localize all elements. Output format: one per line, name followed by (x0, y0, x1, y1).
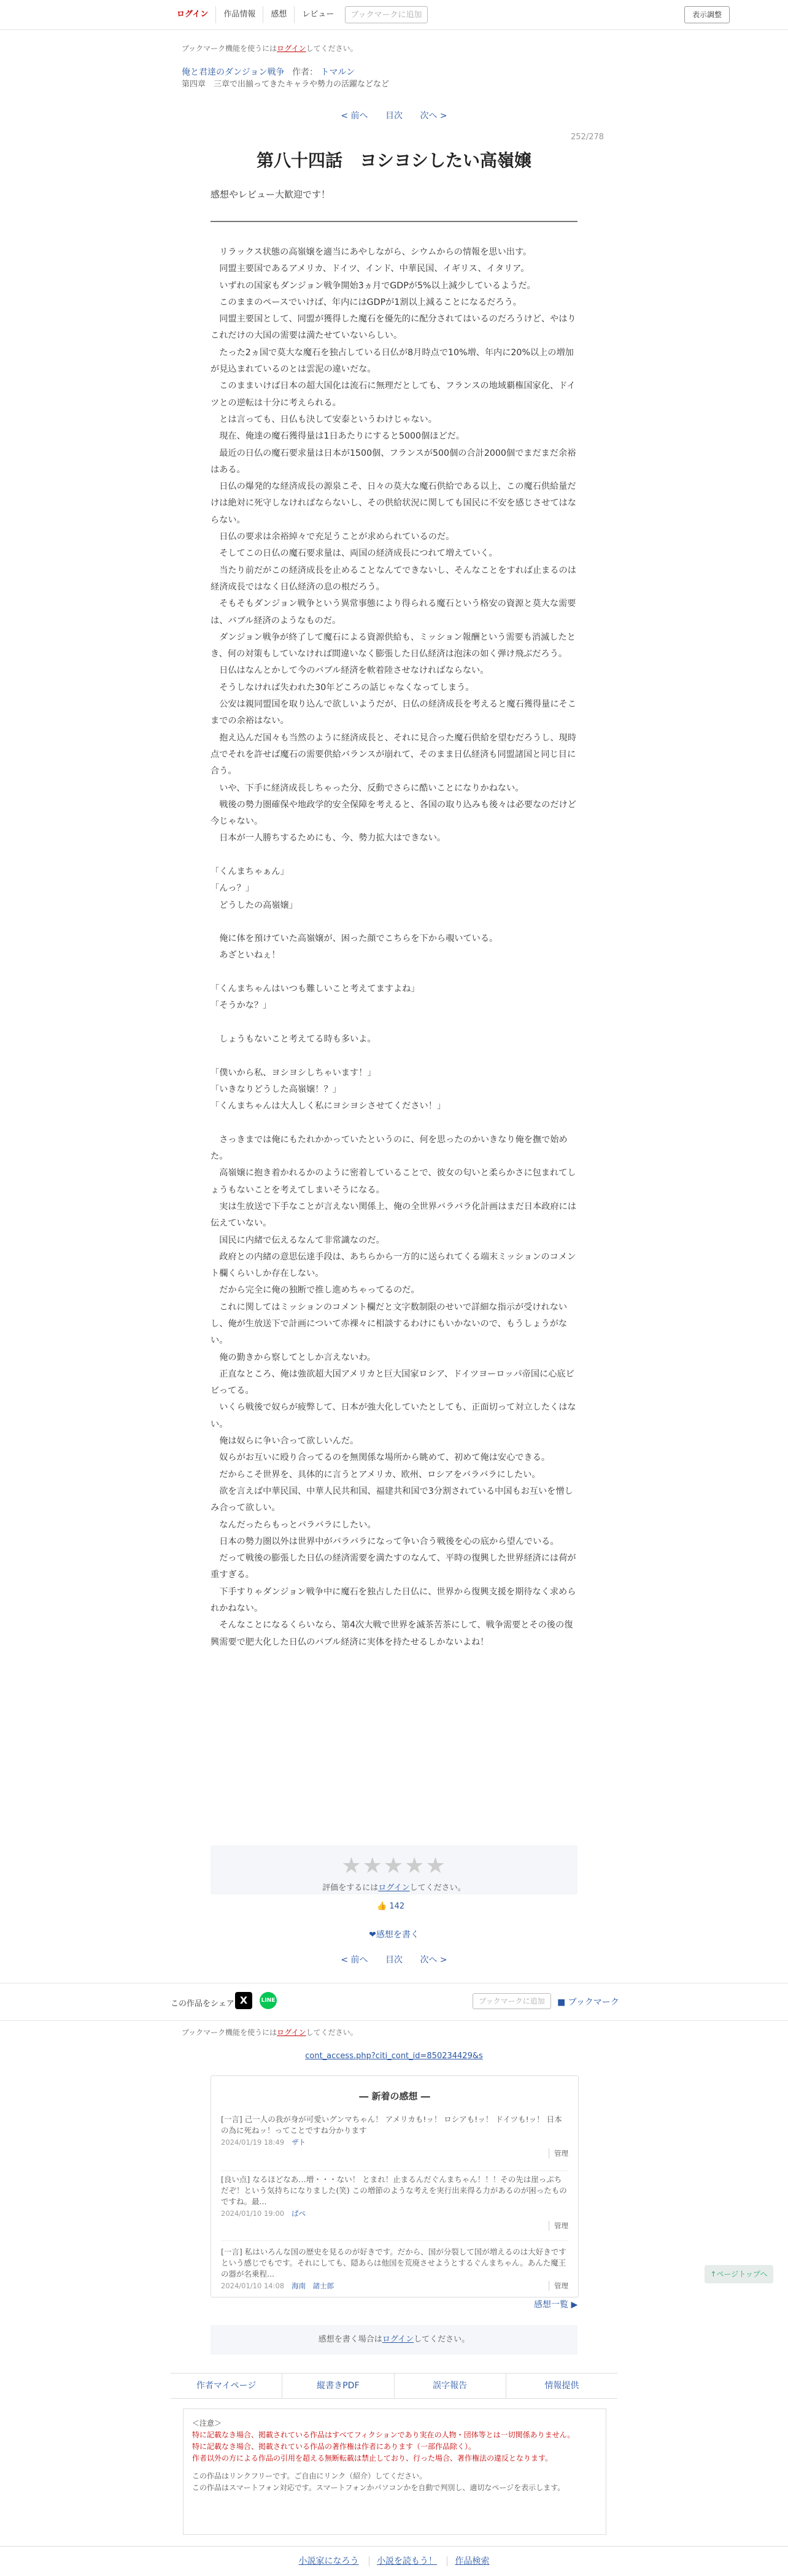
page-top-button[interactable]: ↑ページトップへ (705, 2265, 773, 2283)
write-box-post: してください。 (414, 2335, 470, 2344)
nav-work-info[interactable]: 作品情報 (215, 6, 263, 23)
nav-impressions[interactable]: 感想 (263, 6, 294, 23)
x-share-icon[interactable]: X (235, 1992, 252, 2009)
series-title-link[interactable]: 俺と君達のダンジョン戦争 (182, 67, 285, 77)
divider (211, 221, 577, 222)
line-share-icon[interactable]: LINE (260, 1992, 277, 2009)
notice-box (183, 2409, 606, 2535)
rating-stars[interactable]: ★★★★★ (341, 1853, 447, 1878)
footer-link-search[interactable]: 作品検索 (447, 2556, 496, 2566)
notice-head: ＜注意＞ (192, 2419, 222, 2428)
impression-meta (221, 2209, 568, 2218)
impression-item (221, 2174, 568, 2241)
impression-user-link[interactable]: 海南 諸士郎 (292, 2282, 334, 2290)
top-nav (169, 6, 428, 23)
impression-text: [良い点] なるほどなあ…増・・・ない！ とまれ！止まるんだぐんまちゃん！！！その先は崖っぷちだぞ！という気持ちになりました(笑) この増節のような考えを実行出来得る力があるのが困ったものですね。最... (221, 2175, 567, 2206)
impression-user-link[interactable]: ぱぺ (292, 2209, 306, 2218)
author-mypage-link[interactable]: 作者マイページ (196, 2381, 257, 2391)
write-impression-link[interactable]: ❤感想を書く (369, 1930, 419, 1940)
impression-date: 2024/01/19 18:49 (221, 2138, 285, 2147)
impression-text: [一言] 私はいろんな国の歴史を見るのが好きです。だから、国が分裂して国が増えるのは大好きですという感じでもです。それにしても、隠あらは他国を荒廃させようとするぐんまちゃん。あんた魔王の器が名乗程... (221, 2247, 566, 2278)
impressions-list-link[interactable]: 感想一覧 ▶ (534, 2300, 578, 2310)
bookmark-link[interactable]: ■ ブックマーク (557, 1997, 619, 2007)
impression-date: 2024/01/10 19:00 (221, 2209, 285, 2218)
bookmark-add-button[interactable]: ブックマークに追加 (345, 6, 427, 23)
like-button[interactable] (377, 1902, 404, 1911)
episode-body: リラックス状態の高嶺嬢を適当にあやしながら、シウムからの情報を思い出す。 同盟主要国であるアメリカ、ドイツ、インド、中華民国、イギリス、イタリア。 いずれの国家もダンジョン戦争開始3ヵ月でGDPが5%以上減少しているようだ。 このままのペースでいけば、年内にはGDPが1割以上減ることになるだろう。 同盟主要国として、同盟が獲得した魔石を優先的に配分されてはいるのだろうけど、やはりこれだけの大国の需要は満たせていないらしい。 たった2ヵ国で莫大な魔石を独占している日仏が8月時点で10%増、年内に20%以上の増加が見込まれているのとは雲泥の違いだな。 このままいけば日本の超大国化は流石に無理だとしても、フランスの地域覇権国家化、ドイツとの逆転は十分に考えられる。 とは言っても、日仏も決して安泰というわけじゃない。 現在、俺達の魔石獲得量は1日あたりにすると5000個ほどだ。 最近の日仏の魔石要求量は日本が1500個、フランスが500個の合計2000個でまだまだ余裕はある。 日仏の爆発的な経済成長の源泉こそ、日々の莫大な魔石供給である以上、この魔石供給量だけは絶対に死守しなければならないし、その供給状況に関しても国民に不安を感じさせてはならない。 日仏の要求は余裕綽々で充足うことが求められているのだ。 そしてこの日仏の魔石要求量は、両国の経済成長につれて増えていく。 当たり前だがこの経済成長を止めることなんてできないし、そんなことをすれば止まるのは経済成長ではなく日仏経済の息の根だろう。 そもそもダンジョン戦争という異常事態により得られる魔石という格安の資源と莫大な需要は、バブル経済のようなものだ。 ダンジョン戦争が終了して魔石による資源供給も、ミッション報酬という需要も消滅したとき、何の対策もしていなければ間違いなく膨張した日仏経済は泡沫の如く弾け飛ぶだろう。 日仏はなんとかして今のバブル経済を軟着陸させなければならない。 そうしなければ失われた30年どころの話じゃなくなってしまう。 公安は親同盟国を取り込んで欲しいようだが、日仏の経済成長を考えると魔石獲得量にそこまでの余裕はない。 抱え込んだ国々も当然のように経済成長と、それに見合った魔石供給を望むだろうし、現時点でそれを許せば魔石の需要供給バランスが崩れて、そのまま日仏経済も同盟諸国と同じ目に合う。 いや、下手に経済成長しちゃった分、反動でさらに酷いことになりかねない。 戦後の勢力圏確保や地政学的安全保障を考えると、各国の取り込みも後々は必要なのだけど今じゃない。 日本が一人勝ちするためにも、今、勢力拡大はできない。 「くんまちゃぁん」 「んっ？」 どうしたの高嶺嬢」 俺に体を預けていた高嶺嬢が、困った顔でこちらを下から覗いている。 あざといねぇ！ 「くんまちゃんはいつも難しいこと考えてますよね」 「そうかな？」 しょうもないこと考えてる時も多いよ。 「僕いから私、ヨシヨシしちゃいます！」 「いきなりどうした高嶺嬢！？」 「くんまちゃんは大人しく私にヨシヨシさせてください！」 さっきまでは俺にもたれかかっていたというのに、何を思ったのかいきなり俺を撫で始めた。 高嶺嬢に抱き着かれるかのように密着していることで、彼女の匂いと柔らかさに包まれてしょうもないことを考えてしまいそうになる。 実は生放送で下手なことが言えない関係上、俺の全世界バラバラ化計画はまだ日本政府には伝えていない。 国民に内緒で伝えるなんて非常識なのだ。 政府との内緒の意思伝達手段は、あちらから一方的に送られてくる端末ミッションのコメント欄くらいしか存在しない。 だから完全に俺の独断で推し進めちゃってるのだ。 これに関してはミッションのコメント欄だと文字数制限のせいで詳細な指示が受けれないし、俺が生放送下で計画について赤裸々に相談するわけにもいかないので、もうしょうがない。 俺の勤きから察してとしか言えないわ。 正直なところ、俺は強欲超大国アメリカと巨大国家ロシア、ドイツヨーロッパ帝国に心底ビビってる。 いくら戦後で奴らが疲弊して、日本が強大化していたとしても、正面切って対立したくはない。 俺は奴らに争い合って欲しいんだ。 奴らがお互いに殴り合ってるのを無関係な場所から眺めて、初めて俺は安心できる。 だからこそ世界を、具体的に言うとアメリカ、欧州、ロシアをバラバラにしたい。 欲を言えば中華民国、中華人民共和国、福建共和国で3分割されている中国もお互いを憎しみ合って欲しい。 なんだったらもっとバラバラにしたい。 日本の勢力圏以外は世界中がバラバラになって争い合う戦後を心の底から望んでいる。 だって戦後の膨張した日仏の経済需要を満たすのなんて、平時の復興した世界経済には荷が重すぎる。 下手すりゃダンジョン戦争中に魔石を独占した日仏に、世界から復興支援を期待なく求められかねない。 そんなことになるくらいなら、第4次大戦で世界を滅茶苦茶にして、戦争需要とその後の復興需要で肥大化した日仏のバブル経済に実体を持たせるしかないよね！ (211, 247, 576, 1647)
footer-link-yomou[interactable]: 小説を読もう！ (369, 2556, 444, 2566)
rating-note-post: してください。 (409, 1883, 466, 1893)
work-links (171, 2373, 617, 2399)
footer (0, 2546, 788, 2576)
like-count: 142 (389, 1902, 405, 1911)
ad-image-link[interactable]: cont_access.php?citi_cont_id=850234429&s (305, 2051, 483, 2061)
author-label: 作者： (292, 67, 318, 77)
rating-box (211, 1845, 577, 1894)
pager-bottom (0, 1953, 788, 1966)
info-submit-link[interactable]: 情報提供 (506, 2374, 617, 2398)
series-info (182, 66, 389, 91)
share-label: この作品をシェア (171, 1999, 234, 2009)
bookmark-note-bottom-pre: ブックマーク機能を使うには (182, 2028, 277, 2037)
impression-manage-link[interactable]: 管理 (549, 2281, 568, 2291)
page-count: 252/278 (571, 133, 605, 142)
chapter-title: 第四章 三章で出揃ってきたキャラや勢力の活躍などなど (182, 80, 390, 89)
bookmark-note-pre: ブックマーク機能を使うには (182, 44, 277, 53)
write-impression-box (211, 2325, 577, 2355)
bookmark-note-bottom-login-link[interactable]: ログイン (277, 2028, 306, 2037)
bookmark-note-bottom-post: してください。 (306, 2028, 358, 2037)
rating-login-link[interactable]: ログイン (378, 1883, 410, 1893)
bookmark-note (182, 43, 358, 53)
thumbs-up-icon: 👍 (377, 1902, 387, 1911)
nav-reviews[interactable]: レビュー (294, 6, 341, 23)
write-box-pre: 感想を書く場合は (318, 2335, 382, 2344)
bookmark-note-post: してください。 (306, 44, 358, 53)
vertical-pdf-link[interactable]: 縦書きPDF (282, 2374, 393, 2398)
new-impressions-box (211, 2075, 579, 2297)
impression-user-link[interactable]: ザト (292, 2138, 306, 2147)
author-link[interactable]: トマルン (320, 67, 355, 77)
top-bar (0, 0, 788, 30)
impression-manage-link[interactable]: 管理 (549, 2148, 568, 2158)
display-settings-button[interactable]: 表示調整 (684, 6, 730, 23)
episode-title: 第八十四話 ヨシヨシしたい高嶺嬢 (256, 150, 531, 171)
typo-report-link[interactable]: 誤字報告 (394, 2374, 506, 2398)
footer-link-narou[interactable]: 小説家になろう (298, 2556, 359, 2566)
prev-link-bottom[interactable]: < 前へ (341, 1955, 368, 1965)
index-link[interactable]: 目次 (385, 111, 403, 121)
episode-preface: 感想やレビュー大歓迎です！ (211, 189, 331, 200)
notice-info: この作品はリンクフリーです。ご自由にリンク（紹介）してください。 この作品はスマートフォン対応です。スマートフォンかパソコンかを自動で判別し、適切なページを表示します。 (192, 2472, 565, 2492)
impression-meta (221, 2137, 568, 2147)
bookmark-note-login-link[interactable]: ログイン (277, 44, 306, 53)
bookmark-note-bottom (182, 2027, 358, 2037)
pager-top (0, 109, 788, 121)
write-box-login-link[interactable]: ログイン (382, 2335, 414, 2344)
index-link-bottom[interactable]: 目次 (385, 1955, 403, 1965)
notice-warning: 特に記載なき場合、掲載されている作品はすべてフィクションであり実在の人物・団体等とは一切関係ありません。 特に記載なき場合、掲載されている作品の著作権は作者にあります（一部作品除く）。 作者以外の方による作品の引用を超える無断転載は禁止しており、行った場合、著作権法の違反となります。 (192, 2431, 575, 2463)
impression-manage-link[interactable]: 管理 (549, 2221, 568, 2231)
impression-item (221, 2114, 568, 2171)
impression-date: 2024/01/10 14:08 (221, 2282, 285, 2290)
rating-note-pre: 評価をするには (322, 1883, 379, 1893)
next-link[interactable]: 次へ > (420, 111, 447, 121)
bookmark-add-button-bottom[interactable]: ブックマークに追加 (473, 1993, 551, 2009)
impression-text: [一言] 己一人の我が身が可愛いグンマちゃん！ アメリカも!ッ！ ロシアも!ッ！ ドイツも!ッ！ 日本の為に死ねッ！ってことですね分かります (221, 2115, 562, 2135)
nav-login[interactable]: ログイン (177, 10, 209, 19)
prev-link[interactable]: < 前へ (341, 111, 368, 121)
share-bar (0, 1983, 788, 2021)
impressions-title: ― 新着の感想 ― (359, 2091, 430, 2102)
impression-item (221, 2247, 568, 2293)
next-link-bottom[interactable]: 次へ > (420, 1955, 447, 1965)
impression-meta (221, 2281, 568, 2291)
rating-note (211, 1881, 577, 1893)
